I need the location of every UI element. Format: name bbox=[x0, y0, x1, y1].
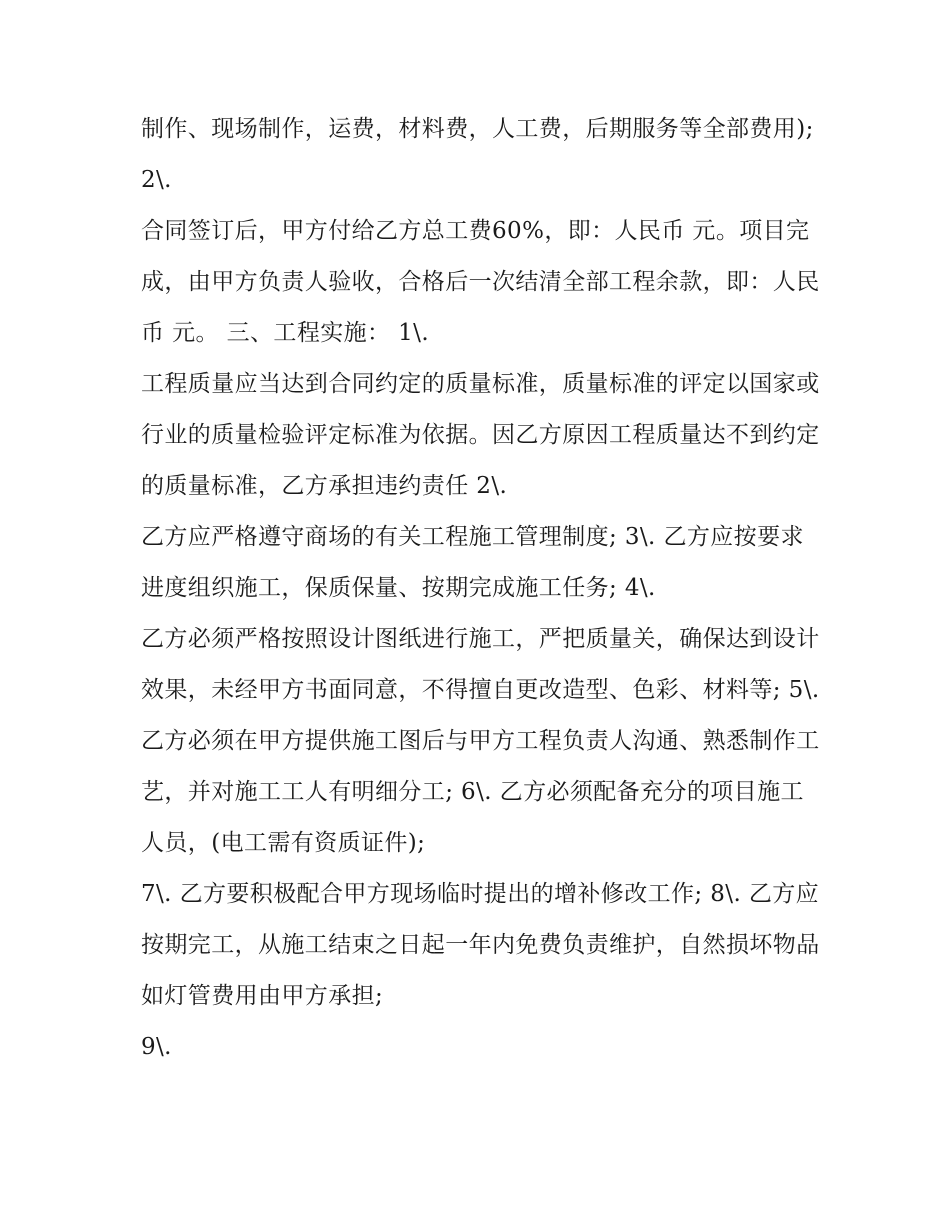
paragraph-communication-staffing: 乙方必须在甲方提供施工图后与甲方工程负责人沟通、熟悉制作工艺，并对施工工人有明细分工; 6\. 乙方必须配备充分的项目施工人员，(电工需有资质证件); bbox=[141, 728, 820, 856]
paragraph-payment-scope: 制作、现场制作，运费，材料费，人工费，后期服务等全部费用); 2\. bbox=[141, 116, 814, 193]
paragraph-item-nine: 9\. bbox=[141, 1034, 172, 1060]
paragraph-cooperation-maintenance: 7\. 乙方要积极配合甲方现场临时提出的增补修改工作; 8\. 乙方应按期完工，从施工结束之日起一年内免费负责维护，自然损坏物品如灯管费用由甲方承担; bbox=[141, 881, 820, 1009]
paragraph-quality-standard: 工程质量应当达到合同约定的质量标准，质量标准的评定以国家或行业的质量检验评定标准为依据。因乙方原因工程质量达不到约定的质量标准，乙方承担违约责任 2\. bbox=[141, 371, 820, 499]
paragraph-site-rules: 乙方应严格遵守商场的有关工程施工管理制度; 3\. 乙方应按要求进度组织施工，保质保量、按期完成施工任务; 4\. bbox=[141, 524, 804, 601]
document-body bbox=[141, 104, 821, 1073]
paragraph-design-compliance: 乙方必须严格按照设计图纸进行施工，严把质量关，确保达到设计效果，未经甲方书面同意，不得擅自更改造型、色彩、材料等; 5\. bbox=[141, 626, 820, 703]
paragraph-payment-terms: 合同签订后，甲方付给乙方总工费60%，即：人民币 元。项目完成，由甲方负责人验收，合格后一次结清全部工程余款，即：人民币 元。 三、工程实施： 1\. bbox=[141, 218, 820, 346]
